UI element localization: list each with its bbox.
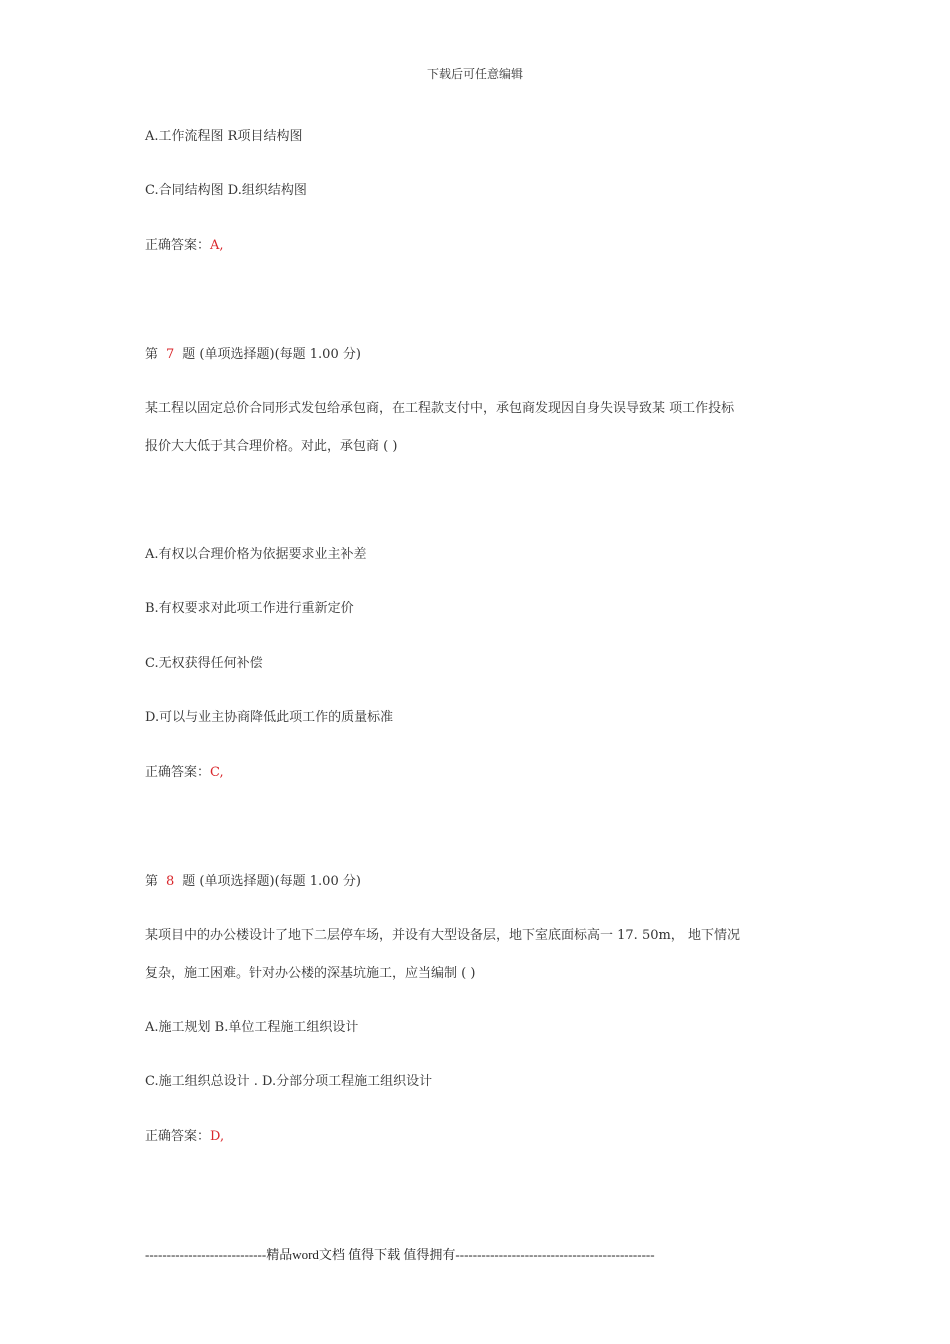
q7-stem-line-1: 某工程以固定总价合同形式发包给承包商，在工程款支付中，承包商发现因自身失误导致某 项工作投标 bbox=[145, 401, 735, 416]
q6-answer bbox=[145, 237, 224, 255]
q8-stem-line-1: 某项目中的办公楼设计了地下二层停车场，并设有大型设备层，地下室底面标高一 17. 50m， 地下情况 bbox=[145, 928, 740, 943]
answer-label: 正确答案： bbox=[145, 238, 211, 253]
q8-options-line-2: C.施工组织总设计 . D.分部分项工程施工组织设计 bbox=[145, 1074, 433, 1089]
question-title-suffix: 题 (单项选择题)(每题 1.00 分) bbox=[182, 347, 361, 362]
answer-value: C, bbox=[210, 765, 224, 780]
q7-option-a: A.有权以合理价格为依据要求业主补差 bbox=[145, 547, 367, 562]
q6-options-line-1: A.工作流程图 R项目结构图 bbox=[145, 129, 303, 144]
answer-label: 正确答案： bbox=[145, 765, 211, 780]
q7-title bbox=[145, 346, 361, 364]
q8-options-line-1: A.施工规划 B.单位工程施工组织设计 bbox=[145, 1020, 359, 1035]
q7-stem-line-2: 报价大大低于其合理价格。对此，承包商 ( ) bbox=[145, 439, 398, 454]
question-number: 7 bbox=[166, 347, 175, 362]
question-title-prefix: 第 bbox=[145, 347, 159, 362]
q8-answer bbox=[145, 1128, 224, 1146]
answer-value: A, bbox=[210, 238, 224, 253]
q7-option-c: C.无权获得任何补偿 bbox=[145, 656, 263, 671]
question-number: 8 bbox=[166, 874, 175, 889]
page-footer: ----------------------------精品word文档 值得下载 值得拥有---------------------------------------------- bbox=[145, 1247, 655, 1262]
q7-option-b: B.有权要求对此项工作进行重新定价 bbox=[145, 601, 354, 616]
answer-value: D, bbox=[210, 1129, 225, 1144]
q7-option-d: D.可以与业主协商降低此项工作的质量标准 bbox=[145, 710, 394, 725]
question-title-prefix: 第 bbox=[145, 874, 159, 889]
q8-stem-line-2: 复杂，施工困难。针对办公楼的深基坑施工，应当编制 ( ) bbox=[145, 966, 476, 981]
answer-label: 正确答案： bbox=[145, 1129, 211, 1144]
q7-answer bbox=[145, 764, 224, 782]
q8-title bbox=[145, 873, 361, 891]
page-header: 下载后可任意编辑 bbox=[426, 67, 523, 81]
question-title-suffix: 题 (单项选择题)(每题 1.00 分) bbox=[182, 874, 361, 889]
q6-options-line-2: C.合同结构图 D.组织结构图 bbox=[145, 183, 307, 198]
